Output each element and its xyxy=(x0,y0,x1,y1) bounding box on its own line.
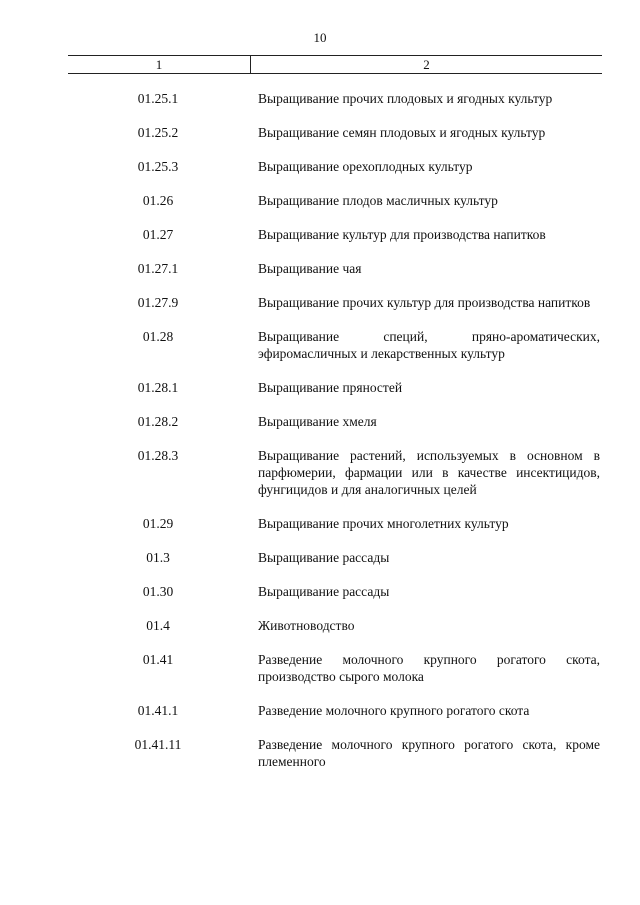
activity-description: Выращивание пряностей xyxy=(258,380,403,395)
activity-description: Выращивание культур для производства напитков xyxy=(258,227,546,242)
activity-code: 01.26 xyxy=(142,193,174,208)
activity-description: Выращивание рассады xyxy=(258,584,390,599)
activity-code: 01.28.3 xyxy=(137,448,179,463)
table-row xyxy=(0,260,640,277)
activity-description: Разведение молочного крупного рогатого скота, кроме племенного xyxy=(258,737,600,769)
activity-description: Выращивание семян плодовых и ягодных культур xyxy=(258,125,546,140)
header-column-1: 1 xyxy=(68,56,251,73)
table-row xyxy=(0,617,640,634)
activity-code: 01.29 xyxy=(142,516,174,531)
activity-code: 01.25.2 xyxy=(137,125,179,140)
activity-code: 01.27 xyxy=(142,227,174,242)
activity-description: Выращивание чая xyxy=(258,261,362,276)
table-row xyxy=(0,90,640,107)
page-number: 10 xyxy=(313,30,327,45)
table-row xyxy=(0,583,640,600)
table-row xyxy=(0,158,640,175)
activity-code: 01.41 xyxy=(142,652,174,667)
table-row xyxy=(0,294,640,311)
activity-code: 01.30 xyxy=(142,584,174,599)
table-row xyxy=(0,192,640,209)
activity-description: Выращивание специй, пряно-ароматических, эфиромасличных и лекарственных культур xyxy=(258,329,600,361)
activity-code: 01.28.1 xyxy=(137,380,179,395)
table-row xyxy=(0,226,640,243)
activity-description: Выращивание растений, используемых в основном в парфюмерии, фармации или в качестве инсектицидов, фунгицидов и для аналогичных целей xyxy=(258,448,600,497)
table-row xyxy=(0,549,640,566)
activity-description: Выращивание плодов масличных культур xyxy=(258,193,498,208)
activity-description: Выращивание прочих многолетних культур xyxy=(258,516,509,531)
activity-code: 01.27.1 xyxy=(137,261,179,276)
table-row xyxy=(0,702,640,719)
table-row xyxy=(0,124,640,141)
activity-code: 01.28.2 xyxy=(137,414,179,429)
activity-code: 01.25.3 xyxy=(137,159,179,174)
activity-code: 01.28 xyxy=(142,329,174,344)
activity-code: 01.3 xyxy=(146,550,170,565)
activity-description: Выращивание прочих плодовых и ягодных культур xyxy=(258,91,553,106)
header-column-2: 2 xyxy=(423,57,430,72)
activity-code: 01.25.1 xyxy=(137,91,179,106)
table-row xyxy=(0,413,640,430)
activity-description: Выращивание орехоплодных культур xyxy=(258,159,473,174)
table-row xyxy=(0,651,640,685)
activity-description: Выращивание рассады xyxy=(258,550,390,565)
activity-description: Разведение молочного крупного рогатого скота xyxy=(258,703,530,718)
activity-description: Разведение молочного крупного рогатого скота, производство сырого молока xyxy=(258,652,600,684)
activity-code: 01.41.1 xyxy=(137,703,179,718)
activity-description: Выращивание прочих культур для производства напитков xyxy=(258,295,591,310)
table-row xyxy=(0,515,640,532)
classification-table-body xyxy=(0,90,640,787)
activity-code: 01.41.11 xyxy=(134,737,182,752)
activity-code: 01.4 xyxy=(146,618,170,633)
table-row xyxy=(0,447,640,498)
activity-code: 01.27.9 xyxy=(137,295,179,310)
table-header xyxy=(68,55,602,74)
table-row xyxy=(0,736,640,770)
activity-description: Животноводство xyxy=(258,618,355,633)
table-row xyxy=(0,379,640,396)
table-row xyxy=(0,328,640,362)
activity-description: Выращивание хмеля xyxy=(258,414,377,429)
